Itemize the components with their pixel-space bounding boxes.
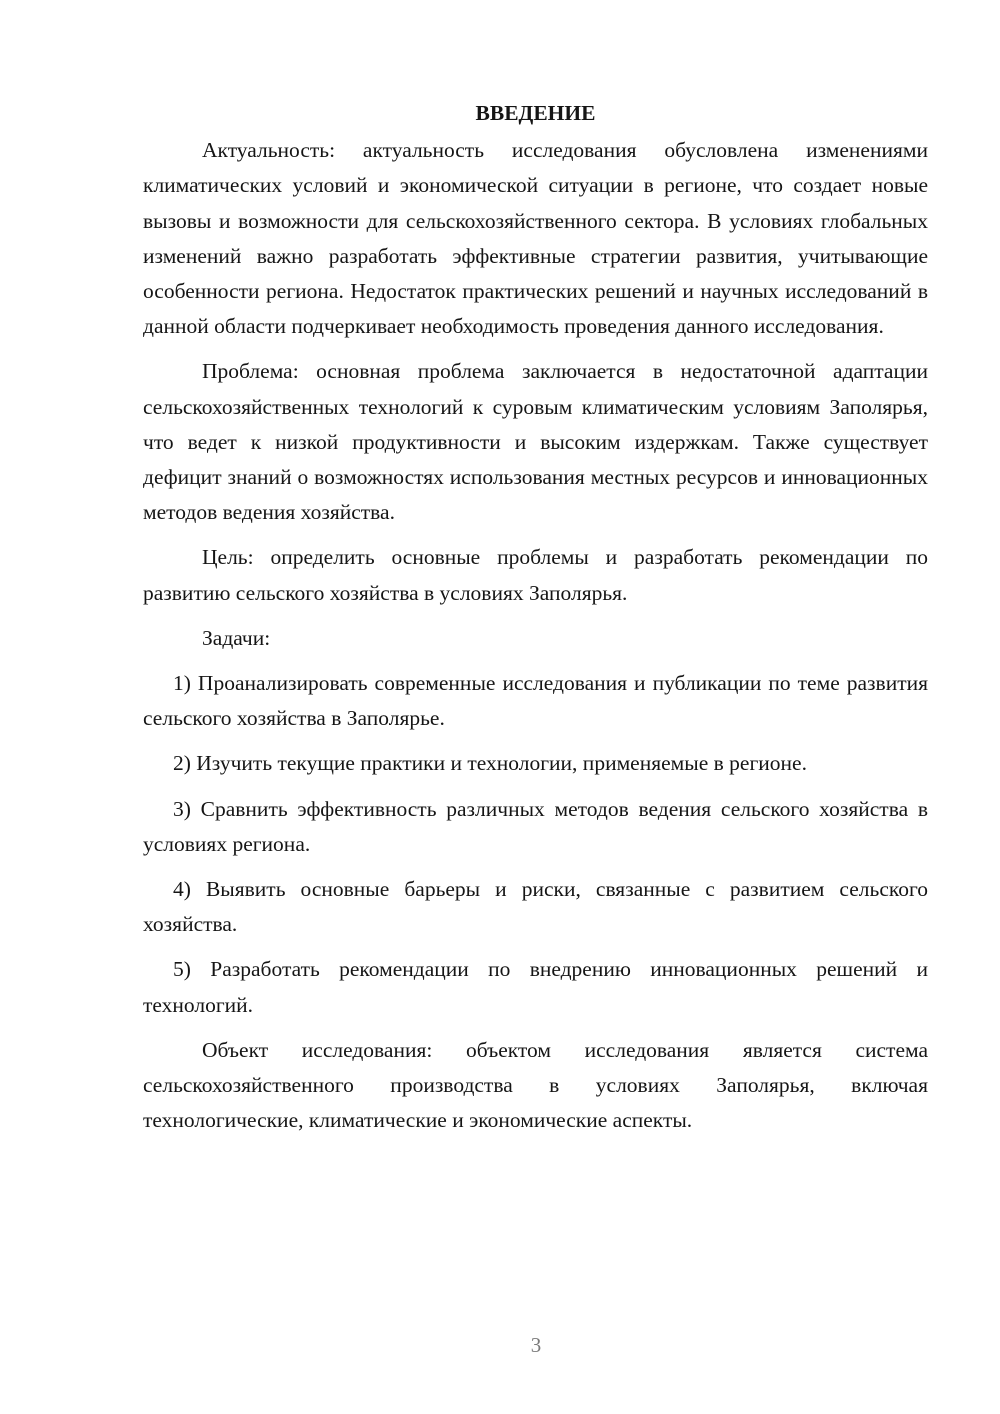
page-content <box>143 96 928 1138</box>
relevance-paragraph: Актуальность: актуальность исследования обусловлена изменениями климатических условий и экономической ситуации в регионе, что создает новые вызовы и возможности для сельскохозяйственного сектора. В условиях глобальных изменений важно разработать эффективные стратегии развития, учитывающие особенности региона. Недостаток практических решений и научных исследований в данной области подчеркивает необходимость проведения данного исследования. <box>143 138 928 339</box>
tasks-heading: Задачи: <box>202 625 271 650</box>
page-title: ВВЕДЕНИЕ <box>475 101 596 125</box>
problem-paragraph: Проблема: основная проблема заключается в недостаточной адаптации сельскохозяйственных технологий к суровым климатическим условиям Заполярья, что ведет к низкой продуктивности и высоким издержкам. Также существует дефицит знаний о возможностях использования местных ресурсов и инновационных методов ведения хозяйства. <box>143 359 928 525</box>
task-item: 2) Изучить текущие практики и технологии, применяемые в регионе. <box>173 751 807 776</box>
task-item: 5) Разработать рекомендации по внедрению инновационных решений и технологий. <box>143 957 928 1017</box>
page-number: 3 <box>530 1333 542 1357</box>
task-item: 3) Сравнить эффективность различных методов ведения сельского хозяйства в условиях региона. <box>143 796 928 856</box>
task-item: 1) Проанализировать современные исследования и публикации по теме развития сельского хозяйства в Заполярье. <box>143 671 928 731</box>
goal-paragraph: Цель: определить основные проблемы и разработать рекомендации по развитию сельского хозяйства в условиях Заполярья. <box>143 545 928 605</box>
object-paragraph: Объект исследования: объектом исследования является система сельскохозяйственного производства в условиях Заполярья, включая технологические, климатические и экономические аспекты. <box>143 1037 928 1133</box>
task-item: 4) Выявить основные барьеры и риски, связанные с развитием сельского хозяйства. <box>143 877 928 937</box>
